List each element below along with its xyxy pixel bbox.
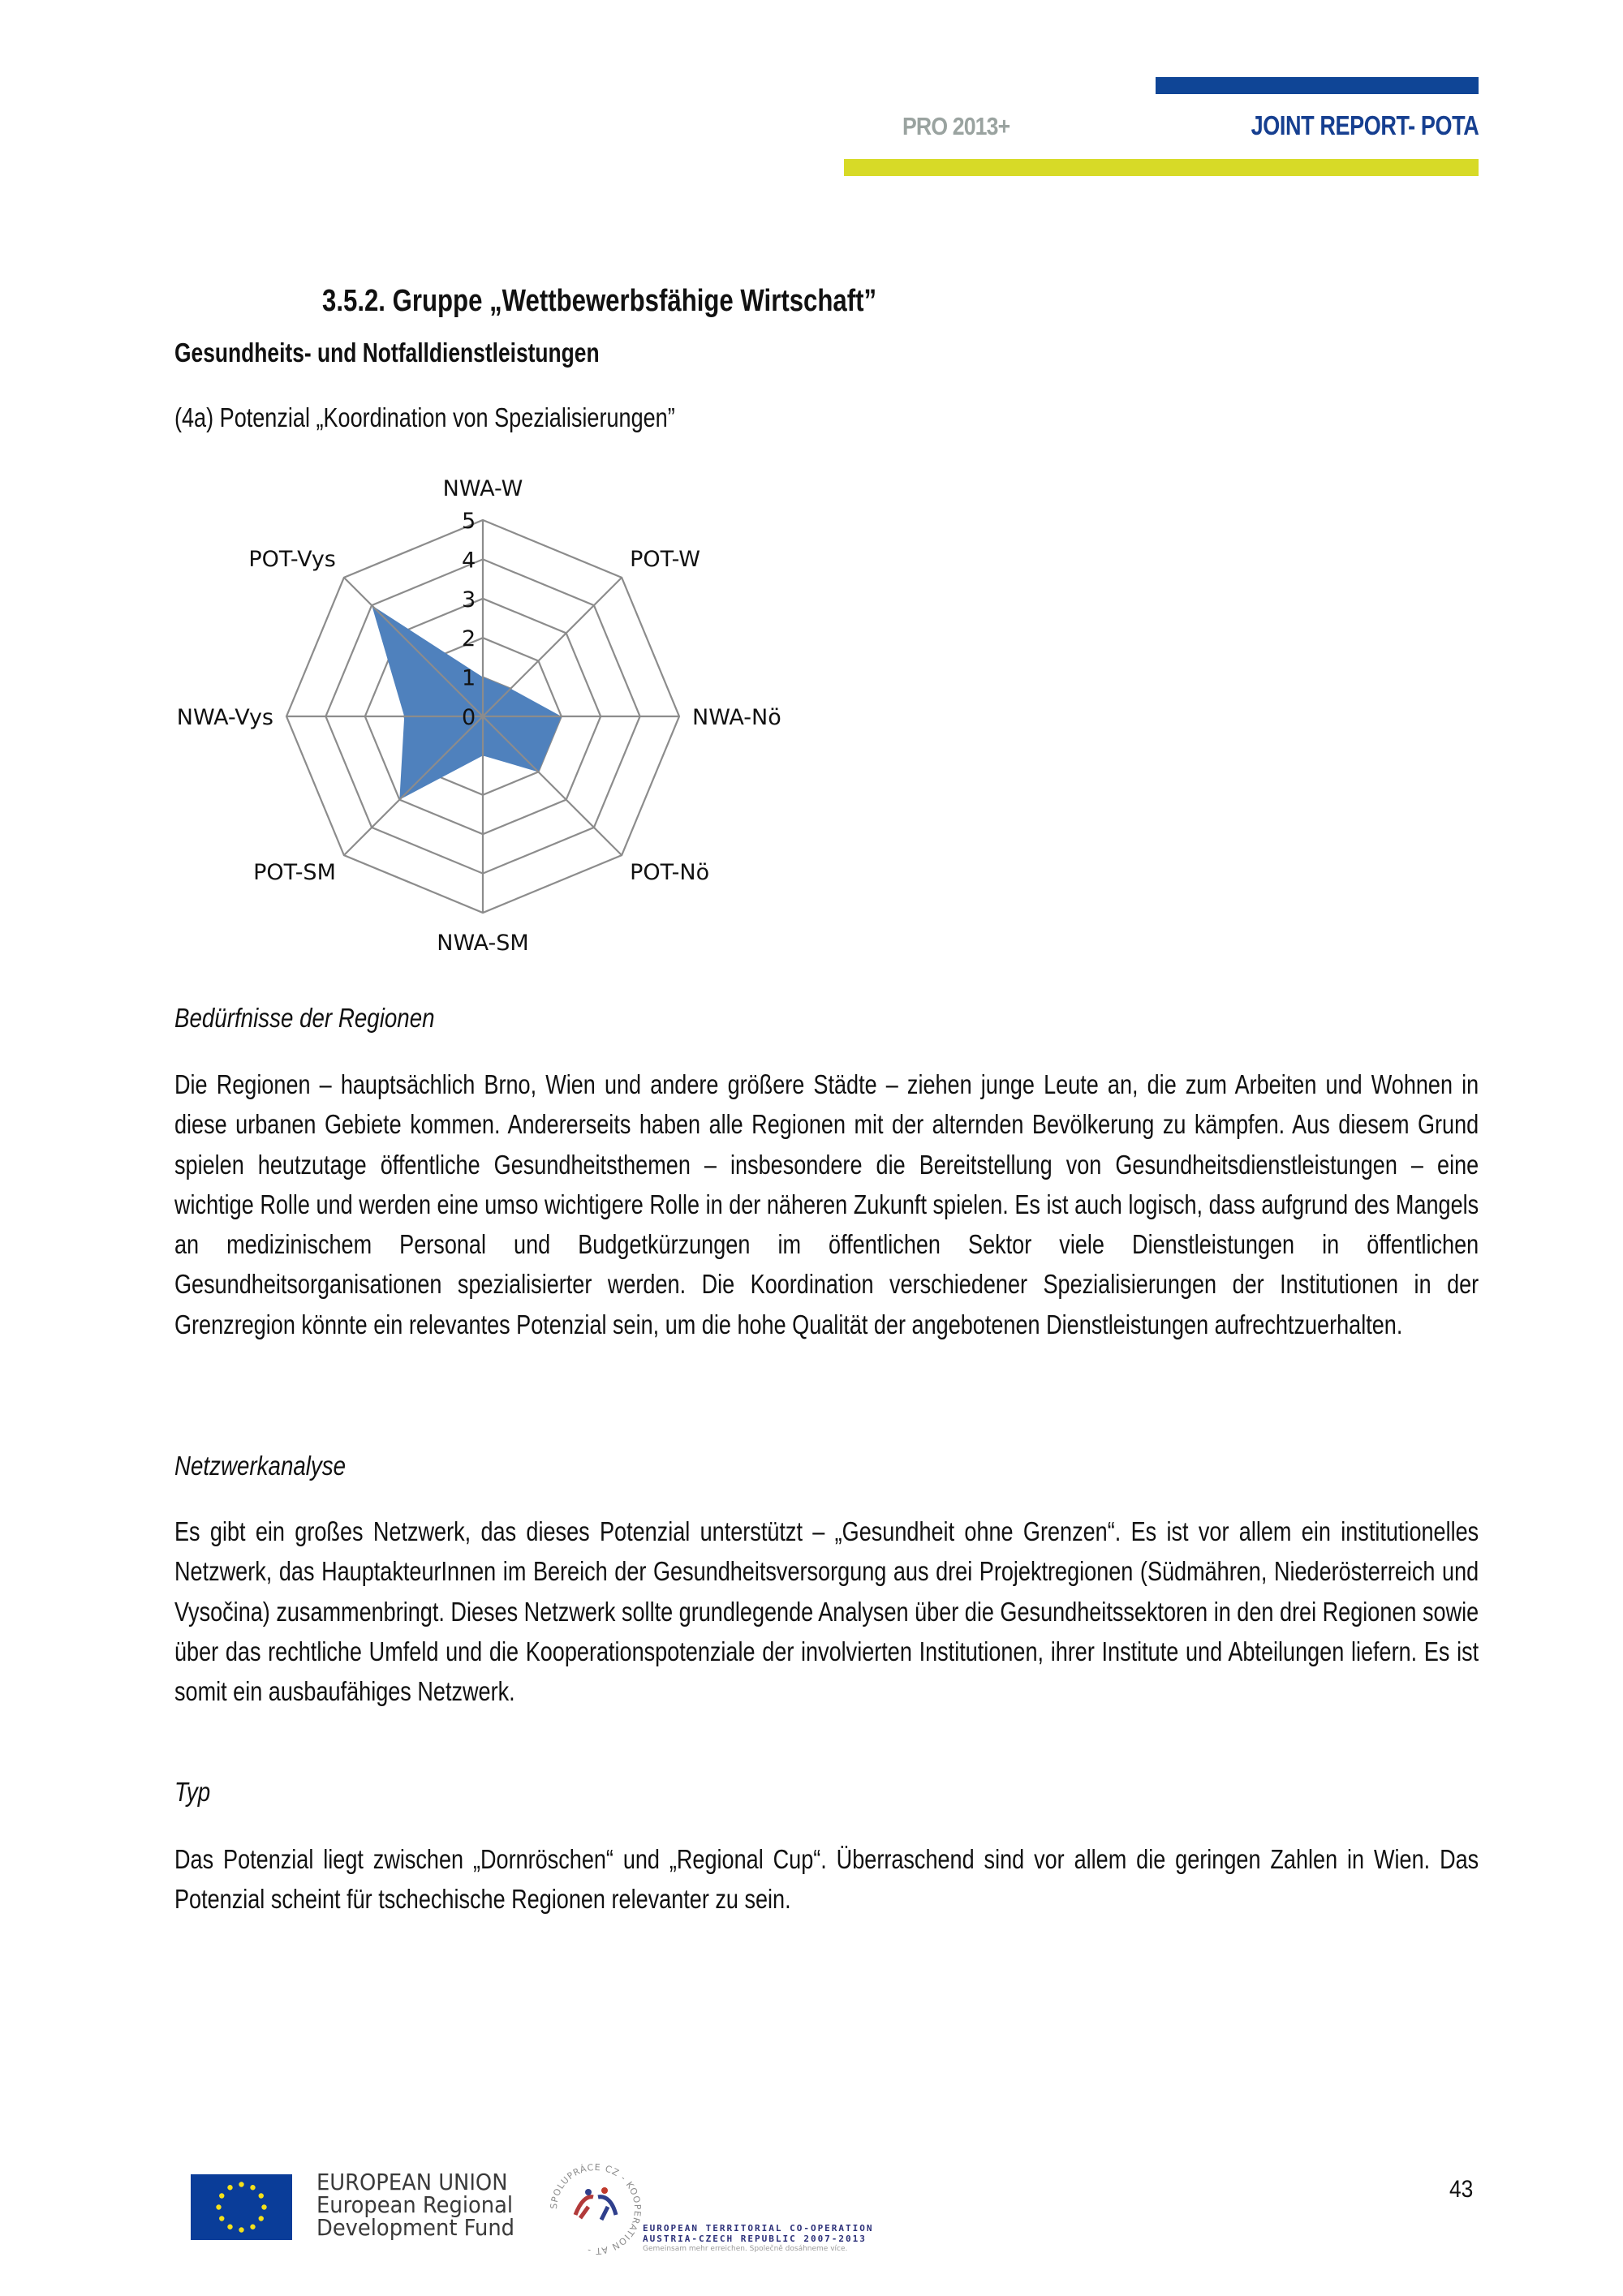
- eu-stars-icon: [191, 2174, 292, 2240]
- coop-line-2: AUSTRIA-CZECH REPUBLIC 2007-2013: [643, 2234, 867, 2244]
- radar-tick-label: 4: [462, 548, 476, 574]
- section-title-needs: Bedürfnisse der Regionen: [174, 1003, 435, 1033]
- radar-tick-label: 3: [462, 587, 476, 613]
- header-yellow-bar: [844, 159, 1479, 176]
- radar-category-label: NWA-W: [442, 476, 523, 501]
- page-number: 43: [1449, 2176, 1474, 2203]
- eu-fund-text: [316, 2171, 514, 2239]
- subsection-heading: Gesundheits- und Notfalldienstleistungen: [174, 338, 600, 368]
- paragraph-needs: Die Regionen – hauptsächlich Brno, Wien und andere größere Städte – ziehen junge Leute an, die zum Arbeiten und Wohnen in diese urbanen Gebiete kommen. Andererseits haben alle Regionen mit der alternden Bevölkerung zu kämpfen. Aus diesem Grund spielen heutzutage öffentliche Gesundheitsthemen – insbesondere die Bereitstellung von Gesundheitsdienstleistungen – eine wichtige Rolle und werden eine umso wichtigere Rolle in der näheren Zukunft spielen. Es ist auch logisch, dass aufgrund des Mangels an medizinischem Personal und Budgetkürzungen im öffentlichen Sektor viele Dienstleistungen in öffentlichen Gesundheitsorganisationen spezialisierter werden. Die Koordination verschiedener Spezialisierungen der Institutionen in der Grenzregion könnte ein relevantes Potenzial sein, um die hohe Qualität der angebotenen Dienstleistungen aufrechtzuerhalten.: [174, 1069, 1479, 1339]
- report-title: JOINT REPORT- POTA: [1251, 110, 1479, 140]
- radar-category-label: NWA-SM: [437, 931, 529, 956]
- section-title-type: Typ: [174, 1777, 211, 1807]
- radar-category-label: POT-Nö: [630, 860, 710, 886]
- paragraph-type: Das Potenzial liegt zwischen „Dornröschen“ und „Regional Cup“. Überraschend sind vor allem die geringen Zahlen in Wien. Das Potenzial scheint für tschechische Regionen relevanter zu sein.: [174, 1844, 1479, 1915]
- svg-text:SPOLUPRÁCE CZ - KOOPERATION AT: [549, 2162, 643, 2256]
- cooperation-logo-icon: [548, 2161, 644, 2257]
- radar-category-label: POT-W: [630, 546, 701, 572]
- header-blue-bar: [1156, 77, 1479, 94]
- radar-category-label: NWA-Nö: [692, 705, 781, 730]
- section-title-network: Netzwerkanalyse: [174, 1451, 347, 1481]
- eu-line-3: Development Fund: [316, 2214, 515, 2241]
- eu-line-2: European Regional: [316, 2191, 514, 2218]
- potential-caption: (4a) Potenzial „Koordination von Spezialisierungen”: [174, 402, 675, 432]
- radar-tick-label: 5: [462, 509, 476, 534]
- coop-slogan: Gemeinsam mehr erreichen. Společně dosáhneme více.: [643, 2245, 848, 2253]
- radar-tick-label: 0: [462, 705, 476, 730]
- coop-programme-text: [643, 2223, 874, 2255]
- project-label: PRO 2013+: [902, 112, 1010, 140]
- radar-chart: [162, 471, 812, 974]
- radar-category-label: POT-Vys: [248, 546, 336, 572]
- eu-line-1: EUROPEAN UNION: [316, 2169, 508, 2195]
- radar-tick-label: 1: [462, 665, 476, 691]
- radar-tick-label: 2: [462, 626, 476, 652]
- radar-spokes: [286, 520, 679, 913]
- coop-line-1: EUROPEAN TERRITORIAL CO-OPERATION: [643, 2223, 874, 2234]
- paragraph-network: Es gibt ein großes Netzwerk, das dieses Potenzial unterstützt – „Gesundheit ohne Grenzen“. Es ist vor allem ein institutionelles Netzwerk, das HauptakteurInnen im Bereich der Gesundheitsversorgung aus drei Projektregionen (Südmähren, Niederösterreich und Vysočina) zusammenbringt. Dieses Netzwerk sollte grundlegende Analysen über die Gesundheitssektoren in den drei Regionen sowie über das rechtliche Umfeld und die Kooperationspotenziale der involvierten Institutionen, ihrer Institute und Abteilungen liefern. Es ist somit ein ausbaufähiges Netzwerk.: [174, 1516, 1479, 1707]
- radar-category-label: POT-SM: [253, 860, 336, 886]
- coop-ring-text: SPOLUPRÁCE CZ - KOOPERATION AT -: [548, 2161, 644, 2257]
- section-heading: 3.5.2. Gruppe „Wettbewerbsfähige Wirtschaft”: [322, 284, 877, 318]
- radar-category-label: NWA-Vys: [176, 705, 273, 730]
- eu-flag-logo: [191, 2174, 292, 2240]
